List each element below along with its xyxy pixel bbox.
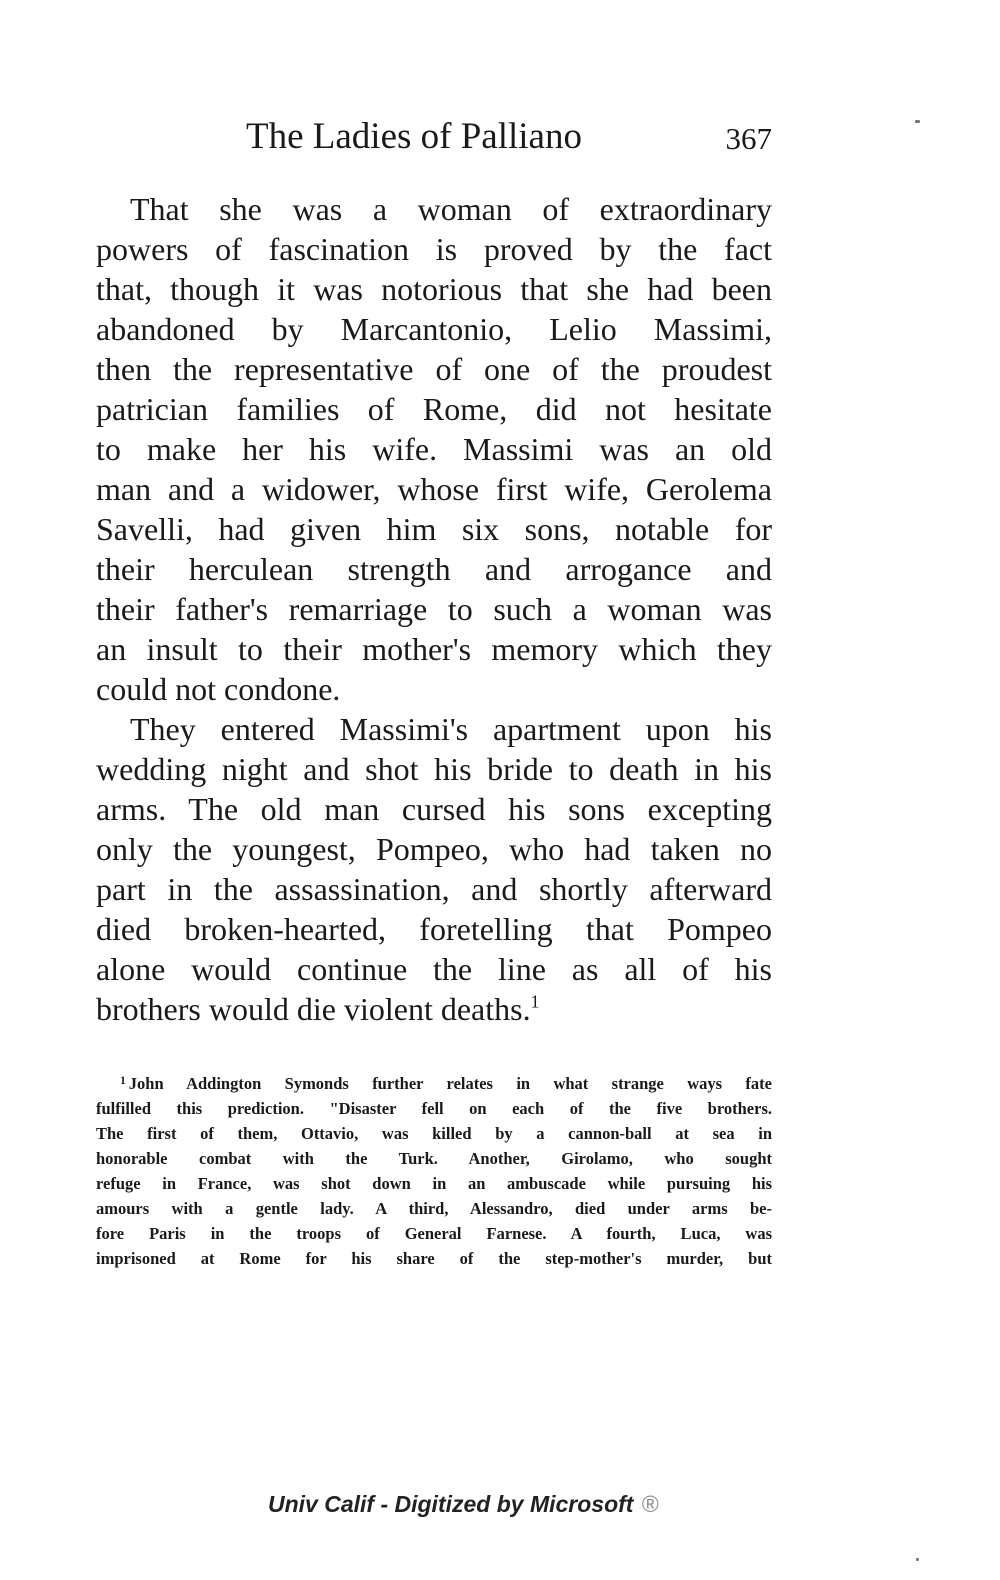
text-line: Savelli, had given him six sons, notable for xyxy=(96,511,772,547)
text-line: alone would continue the line as all of his xyxy=(96,951,772,987)
text-line-content: brothers would die violent deaths. xyxy=(96,991,531,1027)
text-line: part in the assassination, and shortly afterward xyxy=(96,871,772,907)
footnote-line: The first of them, Ottavio, was killed by a cannon-ball at sea in xyxy=(96,1124,772,1143)
digitization-watermark xyxy=(268,1489,658,1519)
running-title: The Ladies of Palliano xyxy=(246,116,582,157)
footnote xyxy=(96,1071,772,1271)
footnote-line: honorable combat with the Turk. Another, Girolamo, who sought xyxy=(96,1149,772,1168)
text-line: abandoned by Marcantonio, Lelio Massimi, xyxy=(96,311,772,347)
footnote-line: imprisoned at Rome for his share of the step-mother's murder, but xyxy=(96,1249,772,1268)
paragraph-1 xyxy=(96,189,772,709)
scan-speck xyxy=(915,120,920,123)
text-line: They entered Massimi's apartment upon his xyxy=(130,711,772,747)
text-line: then the representative of one of the proudest xyxy=(96,351,772,387)
text-line: their father's remarriage to such a woman was xyxy=(96,591,772,627)
footnote-line xyxy=(96,1071,772,1096)
text-line: That she was a woman of extraordinary xyxy=(130,191,772,227)
paragraph-2 xyxy=(96,709,772,1029)
text-line: powers of fascination is proved by the fact xyxy=(96,231,772,267)
text-line: could not condone. xyxy=(96,671,341,707)
footnote-line: fore Paris in the troops of General Farnese. A fourth, Luca, was xyxy=(96,1224,772,1243)
text-line: patrician families of Rome, did not hesitate xyxy=(96,391,772,427)
text-line: died broken-hearted, foretelling that Pompeo xyxy=(96,911,772,947)
body-text xyxy=(96,189,772,1029)
text-line: only the youngest, Pompeo, who had taken no xyxy=(96,831,772,867)
text-line: their herculean strength and arrogance and xyxy=(96,551,772,587)
text-line: man and a widower, whose first wife, Gerolema xyxy=(96,471,772,507)
text-line: that, though it was notorious that she had been xyxy=(96,271,772,307)
text-line: wedding night and shot his bride to death in his xyxy=(96,751,772,787)
text-line: arms. The old man cursed his sons excepting xyxy=(96,791,772,827)
footnote-line: fulfilled this prediction. "Disaster fell on each of the five brothers. xyxy=(96,1099,772,1118)
footnote-reference: 1 xyxy=(530,991,540,1012)
text-line: an insult to their mother's memory which they xyxy=(96,631,772,667)
footnote-line-content: John Addington Symonds further relates in what strange ways fate xyxy=(128,1074,772,1093)
footnote-line: amours with a gentle lady. A third, Alessandro, died under arms be- xyxy=(96,1199,772,1218)
watermark-text: Univ Calif - Digitized by Microsoft xyxy=(268,1491,634,1517)
footnote-line: refuge in France, was shot down in an ambuscade while pursuing his xyxy=(96,1174,772,1193)
running-head xyxy=(96,112,772,162)
scan-speck xyxy=(916,1558,919,1561)
footnote-marker: 1 xyxy=(120,1075,126,1088)
text-line xyxy=(96,989,772,1029)
microsoft-logo-icon: ® xyxy=(641,1491,659,1517)
page-number: 367 xyxy=(725,121,772,156)
text-line: to make her his wife. Massimi was an old xyxy=(96,431,772,467)
